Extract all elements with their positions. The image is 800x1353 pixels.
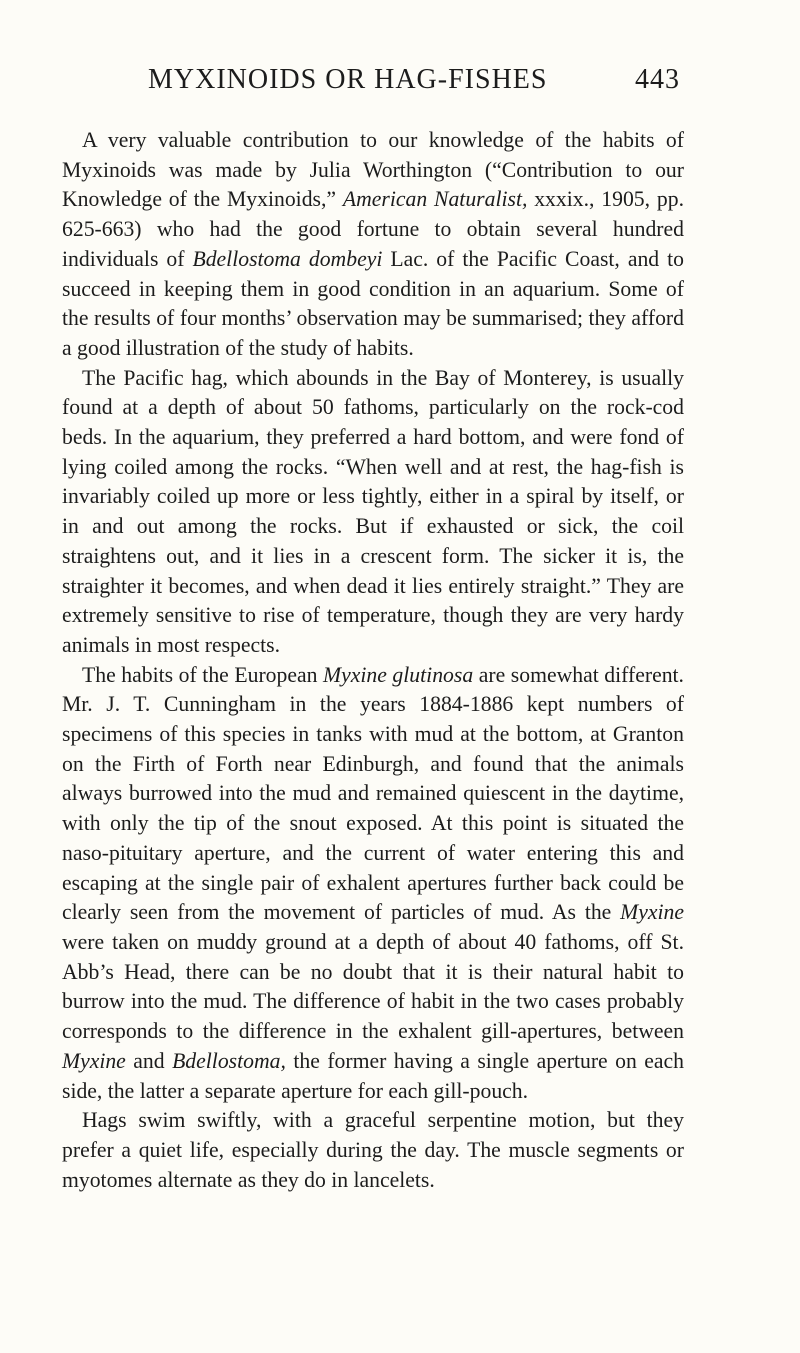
italic-text-segment: Myxine: [62, 1048, 126, 1073]
italic-text-segment: Bdellostoma dombeyi: [192, 246, 383, 271]
italic-text-segment: Myxine glutinosa: [323, 662, 474, 687]
text-segment: The Pacific hag, which abounds in the Bay of Monterey, is usually found at a depth of about 50 fathoms, particularly on the rock-cod beds. In the aquarium, they preferred a hard bottom, and were fond of lying coiled among the rocks. “When well and at rest, the hag-fish is invariably coiled up more or less tightly, either in a spiral by itself, or in and out among the rocks. But if exhausted or sick, the coil straightens out, and it lies in a crescent form. The sicker it is, the straighter it becomes, and when dead it lies entirely straight.” They are extremely sensitive to rise of temperature, though they are very hardy animals in most respects.: [62, 365, 684, 657]
running-head: [62, 64, 680, 104]
text-segment: are somewhat different. Mr. J. T. Cunningham in the years 1884-1886 kept numbers of specimens of this species in tanks with mud at the bottom, at Granton on the Firth of Forth near Edinburgh, and found that the animals always burrowed into the mud and remained quiescent in the daytime, with only the tip of the snout exposed. At this point is situated the naso-pituitary aperture, and the current of water entering this and escaping at the single pair of exhalent apertures further back could be clearly seen from the movement of particles of mud. As the: [62, 662, 684, 925]
italic-text-segment: Bdellostoma,: [172, 1048, 286, 1073]
text-segment: xxxix., 1905, pp. 625-663) who had the good fortune to obtain several hundred individuals of: [62, 187, 684, 271]
paragraph: [62, 661, 684, 1107]
paragraph: [62, 126, 684, 364]
text-segment: and: [125, 1048, 173, 1073]
text-segment: the former having a single aperture on each side, the latter a separate aperture for each gill-pouch.: [62, 1048, 684, 1103]
paragraph: [62, 364, 684, 661]
page-number: 443: [635, 64, 680, 95]
text-segment: The habits of the European: [82, 662, 324, 687]
running-title: MYXINOIDS OR HAG-FISHES: [148, 64, 548, 95]
italic-text-segment: American Naturalist,: [342, 187, 528, 212]
paragraph: [62, 1106, 684, 1195]
body-text: [62, 126, 684, 1195]
text-segment: A very valuable contribution to our knowledge of the habits of Myxinoids was made by Julia Worthington (“Contribution to our Knowledge of the Myxinoids,”: [62, 128, 684, 212]
text-segment: were taken on muddy ground at a depth of about 40 fathoms, off St. Abb’s Head, there can be no doubt that it is their natural habit to burrow into the mud. The difference of habit in the two cases probably corresponds to the difference in the exhalent gill-apertures, between: [62, 929, 684, 1044]
text-segment: Lac. of the Pacific Coast, and to succeed in keeping them in good condition in an aquarium. Some of the results of four months’ observation may be summarised; they afford a good illustration of the study of habits.: [62, 246, 685, 360]
text-segment: Hags swim swiftly, with a graceful serpentine motion, but they prefer a quiet life, especially during the day. The muscle segments or myotomes alternate as they do in lancelets.: [62, 1108, 684, 1192]
italic-text-segment: Myxine: [620, 900, 684, 925]
